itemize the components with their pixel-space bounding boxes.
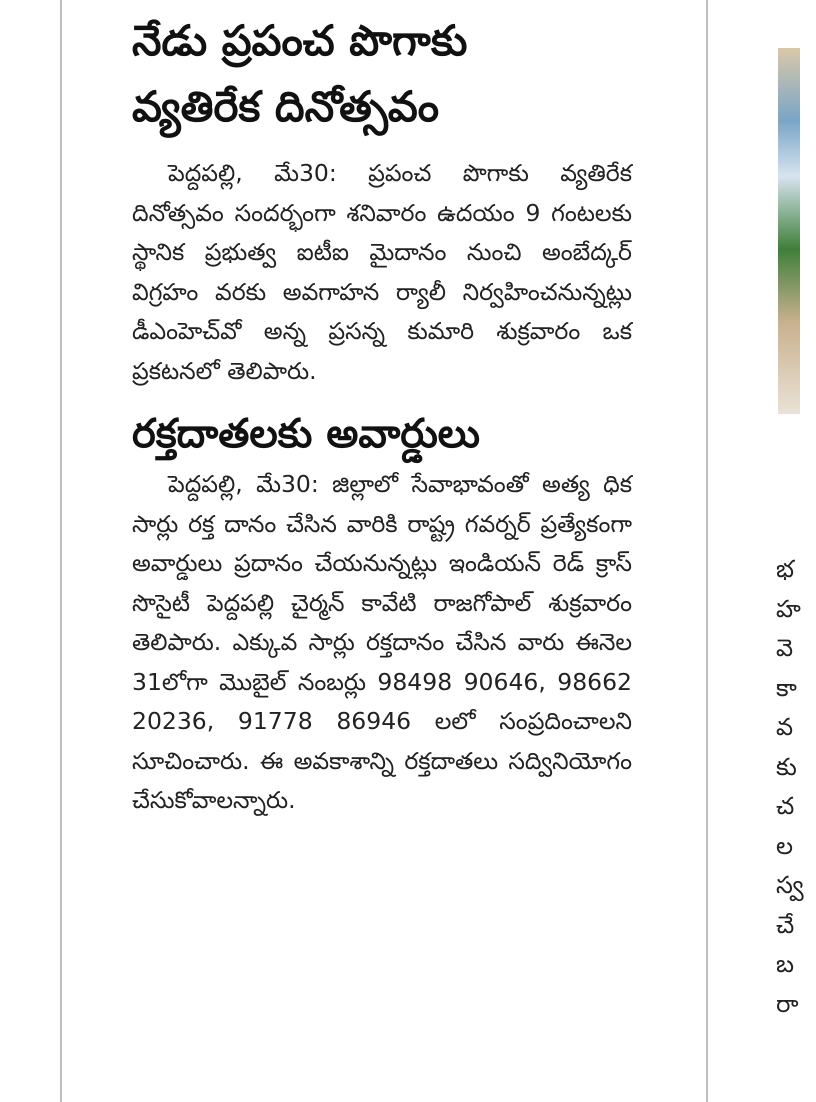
article-headline-line-2: వ్యతిరేక దినోత్సవం	[132, 82, 440, 131]
right-column-fragment: చే	[776, 910, 795, 939]
article-headline: రక్తదాతలకు అవార్డులు	[132, 411, 481, 457]
article-body: పెద్దపల్లి, మే30: ప్రపంచ పొగాకు వ్యతిరేక దినోత్సవం సందర్భంగా శనివారం ఉదయం 9 గంటలకు స్థానిక ప్రభుత్వ ఐటీఐ మైదానం నుంచి అంబేద్కర్ విగ్రహం వరకు అవగాహన ర్యాలీ నిర్వహించనున్నట్లు డీఎంహెచ్‌వో అన్న ప్రసన్న కుమారి శుక్రవారం ఒక ప్రకటనలో తెలిపారు.	[132, 159, 632, 385]
right-column-fragment: బ	[776, 950, 794, 978]
right-column-fragment: వ	[776, 713, 794, 741]
news-photo	[778, 48, 800, 414]
article-body: పెద్దపల్లి, మే30: జిల్లాలో సేవాభావంతో అత్య ధిక సార్లు రక్త దానం చేసిన వారికి రాష్ట్ర గవర్నర్ ప్రత్యేకంగా అవార్డులు ప్రదానం చేయనున్నట్లు ఇండియన్ రెడ్ క్రాస్ సొసైటీ పెద్దపల్లి చైర్మన్ కావేటి రాజగోపాల్ శుక్రవారం తెలిపారు. ఎక్కువ సార్లు రక్తదానం చేసిన వారు ఈనెల 31లోగా మొబైల్ నంబర్లు 98498 90646, 98662 20236, 91778 86946 లలో సంప్రదించాలని సూచించారు. ఈ అవకాశాన్ని రక్తదాతలు సద్వినియోగం చేసుకోవాలన్నారు.	[132, 470, 632, 814]
right-column-fragment: వె	[776, 634, 794, 662]
right-column-rule	[706, 0, 708, 1102]
article-blood-donor-awards	[132, 405, 632, 821]
right-column-fragment: రా	[776, 989, 799, 1018]
right-column-fragment: స్వ	[776, 871, 804, 899]
article-headline-line-1: నేడు ప్రపంచ పొగాకు	[132, 16, 468, 65]
right-column-fragment: భ	[776, 555, 794, 583]
right-column-fragment: కా	[776, 673, 797, 702]
cropped-headline-fragment	[770, 0, 800, 8]
article-tobacco-day	[132, 8, 632, 391]
right-column-text	[776, 550, 816, 1024]
right-column-fragment: చ	[776, 792, 795, 820]
right-column-fragment: ల	[776, 831, 794, 860]
right-column-fragment: హ	[776, 594, 801, 623]
main-column	[132, 8, 632, 821]
left-column-rule	[60, 0, 62, 1102]
right-column-fragment: కు	[776, 752, 797, 781]
